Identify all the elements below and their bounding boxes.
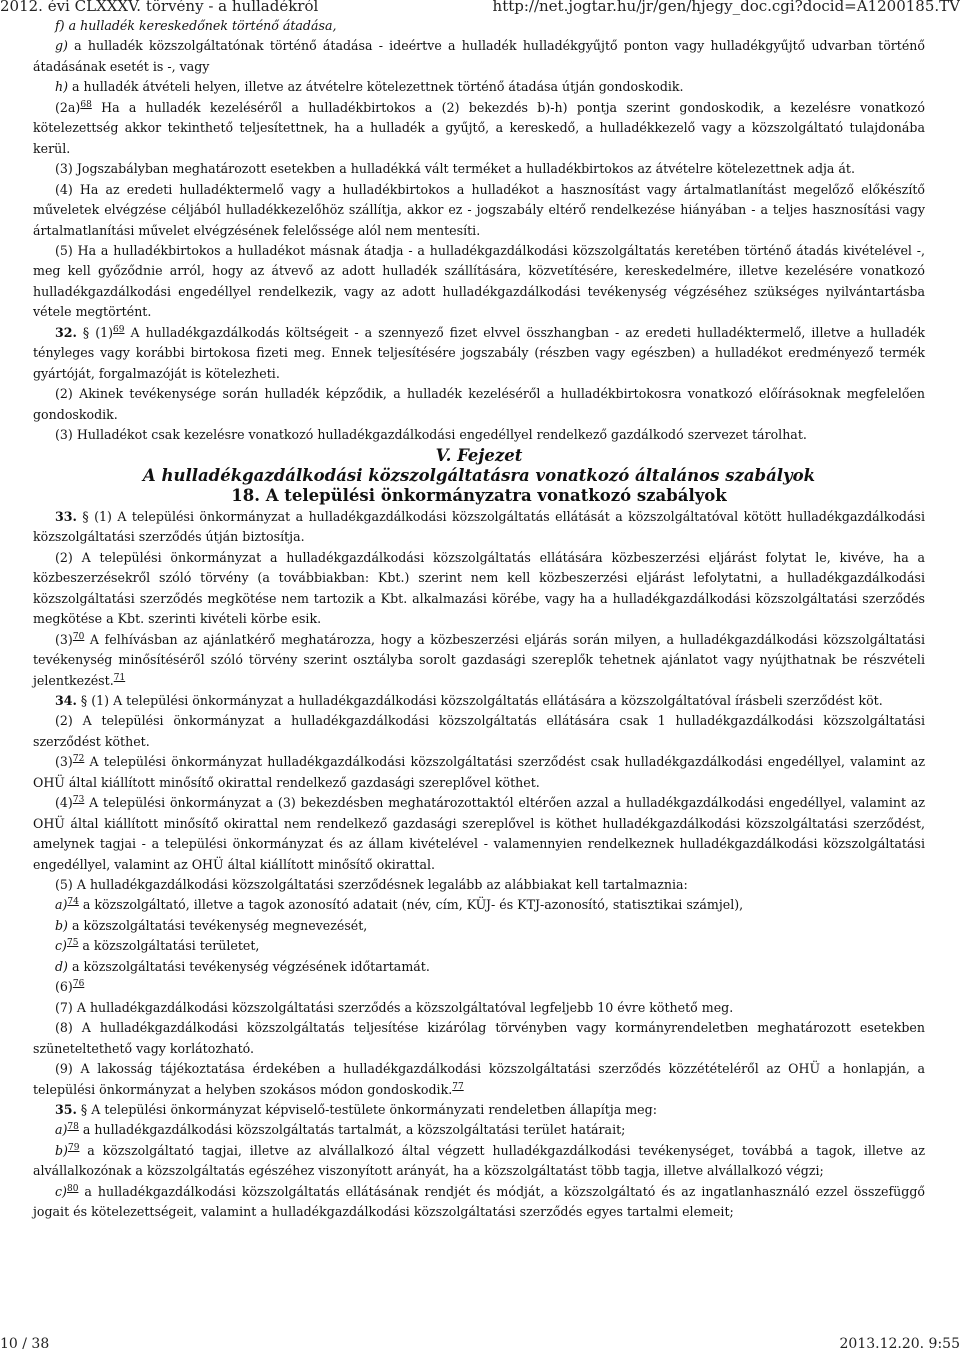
paragraph [33,793,925,875]
list-marker: c) [55,1183,67,1199]
paragraph-text: a hulladék közszolgáltatónak történő átadása - ideértve a hulladék hulladékgyűjtő ponton vagy hulladékgyűjtő udvarban történő átadásának esetét is -, vagy [33,38,925,74]
list-item [33,936,925,956]
chapter-heading: V. Fejezet [435,445,523,465]
paragraph: (3) Hulladékot csak kezelésre vonatkozó hulladékgazdálkodási engedéllyel rendelkező gazdálkodó szervezet tárolhat. [55,427,807,443]
paragraph: g) a hulladék közszolgáltatónak történő átadása - ideértve a hulladék hulladékgyűjtő ponton vagy hulladékgyűjtő udvarban történő átadásának esetét is -, vagy [33,38,925,74]
paragraph: (7) A hulladékgazdálkodási közszolgáltatási szerződés a közszolgáltatóval legfeljebb 10 évre köthető meg. [55,999,734,1015]
paragraph-text: (9) A lakosság tájékoztatása érdekében a hulladékgazdálkodási közszolgáltatási szerződés közzétételéről az OHÜ a honlapján, a települési önkormányzat a helyben szokásos módon gondoskodik. [33,1061,925,1097]
section-number: 34. [55,692,77,708]
print-timestamp: 2013.12.20. 9:55 [839,1336,960,1352]
footnote-link[interactable]: 80 [66,1183,79,1194]
list-marker: b) [55,917,68,933]
paragraph-number: (3) [55,754,73,770]
list-text: a közszolgáltató tagjai, illetve az alvállalkozó által végzett hulladékgazdálkodási tevékenységet, továbbá a tagok, illetve az alvállalkozónak a közszolgáltatás egészéhez viszonyított arányát, ha a közszolgáltatást több tagja, illetve alvállalkozó végzi; [33,1142,925,1179]
list-item [33,916,925,936]
paragraph: (2) Akinek tevékenysége során hulladék képződik, a hulladék kezeléséről a hulladékbirtokosra vonatkozó előírásoknak megfelelően gondoskodik. [33,386,925,422]
paragraph [33,691,925,711]
paragraph [33,323,925,384]
document-body [33,16,925,1223]
list-marker: h) [55,79,69,95]
paragraph-text: a hulladék átvételi helyen, illetve az átvételre kötelezettnek történő átadása útján gondoskodik. [68,79,684,95]
list-marker: d) [55,958,68,974]
section-number: 32. [55,324,77,340]
paragraph: (8) A hulladékgazdálkodási közszolgáltatás teljesítése kizárólag törvényben vagy kormányrendeletben meghatározott esetekben szüneteltethető vagy korlátozható. [33,1020,925,1056]
list-text: a közszolgáltatási tevékenység megnevezését, [67,917,368,933]
paragraph-text: A hulladékgazdálkodás költségeit - a szennyező fizet elvvel összhangban - az eredeti hulladéktermelő, illetve a hulladék tényleges vagy korábbi birtokosa fizeti meg. Ennek teljesítésére jogszabály (részben vagy egészben) a hulladékot eredményező termék gyártóját, forgalmazóját is kötelezheti. [33,324,925,381]
paragraph: (2) A települési önkormányzat a hulladékgazdálkodási közszolgáltatás ellátására csak 1 hulladékgazdálkodási közszolgáltatási szerződést köthet. [33,713,925,749]
header-title: 2012. évi CLXXXV. törvény - a hulladékról [0,0,319,15]
paragraph-number: (2a) [55,99,81,115]
section-heading: 18. A települési önkormányzatra vonatkozó szabályok [231,486,727,506]
page-header [0,0,960,16]
paragraph: (2) A települési önkormányzat a hulladékgazdálkodási közszolgáltatás ellátására közbeszerzési eljárást folytat le, kivéve, ha a közbeszerzésekről szóló törvény (a továbbiakban: Kbt.) szerint nem kell közbeszerzési eljárást lefolytatni, a hulladékgazdálkodási közszolgáltatási szerződés megkötése nem tartozik a Kbt. alkalmazási körébe, vagy ha a hulladékgazdálkodási közszolgáltatási szerződés megkötése a Kbt. szerinti kivételi körbe esik. [33,549,925,627]
list-marker: a) [55,897,68,913]
footnote-link[interactable]: 69 [113,324,125,335]
footnote-link[interactable]: 76 [72,979,85,990]
footnote-link[interactable]: 74 [67,897,79,908]
paragraph: f) a hulladék kereskedőnek történő átadása, [55,18,337,33]
paragraph-number: (3) [55,631,73,647]
footnote-link[interactable]: 77 [452,1081,464,1092]
paragraph-text: § A települési önkormányzat képviselő-testülete önkormányzati rendeletben állapítja meg: [76,1102,657,1118]
list-marker: b) [55,1142,68,1158]
list-text: a közszolgáltatási területet, [78,938,260,954]
paragraph: (5) Ha a hulladékbirtokos a hulladékot másnak átadja - a hulladékgazdálkodási közszolgáltatás keretében történő átadás kivételével -, meg kell győződnie arról, hogy az átvevő az adott hulladék szállítására, közvetítésére, kereskedelmére, illetve kezelésére vonatkozó hulladékgazdálkodási engedéllyel rendelkezik, vagy az adott hulladékgazdálkodási tevékenység végzéséhez szükséges nyilvántartásba vétele megtörtént. [33,242,925,320]
list-item [33,1141,925,1182]
footnote-link[interactable]: 75 [66,938,79,949]
paragraph-number: § (1) [76,324,114,340]
paragraph: (4) Ha az eredeti hulladéktermelő vagy a hulladékbirtokos a hulladékot a hasznosítást vagy ártalmatlanítást megelőző előkészítő műveletek elvégzése céljából hulladékkezelőhöz szállítja, akkor ez - jogszabály eltérő rendelkezése hiányában - a teljes hasznosítási vagy ártalmatlanítási művelet elvégzésének felelőssége alól nem mentesíti. [33,181,925,238]
list-text: a közszolgáltató, illetve a tagok azonosító adatait (név, cím, KÜJ- és KTJ-azonosító, statisztikai számjel), [78,897,744,913]
footnote-link[interactable]: 68 [80,99,92,110]
paragraph-number: (6) [55,979,73,995]
list-marker: a) [55,1122,68,1138]
list-marker: c) [55,938,67,954]
paragraph-text: Ha a hulladék kezeléséről a hulladékbirtokos a (2) bekezdés b)-h) pontja szerint gondoskodik, a kezelésre vonatkozó kötelezettség akkor tekinthető teljesítettnek, ha a hulladék a gyűjtő, a kereskedő, a hulladékkezelő vagy a közszolgáltató tulajdonába kerül. [33,99,925,156]
footnote-link[interactable]: 72 [72,754,85,765]
paragraph-text: § (1) A települési önkormányzat a hulladékgazdálkodási közszolgáltatás ellátását a közszolgáltatóval kötött hulladékgazdálkodási közszolgáltatási szerződés útján biztosítja. [33,508,925,545]
paragraph-text: § (1) A települési önkormányzat a hulladékgazdálkodási közszolgáltatás ellátására a közszolgáltatóval írásbeli szerződést köt. [76,692,883,708]
paragraph [33,752,925,793]
footnote-link[interactable]: 78 [67,1122,79,1133]
list-item [33,957,925,977]
section-number: 35. [55,1102,77,1118]
paragraph [33,630,925,691]
footnote-link[interactable]: 70 [72,631,85,642]
section-number: 33. [55,508,77,524]
paragraph [33,1100,925,1120]
header-url: http://net.jogtar.hu/jr/gen/hjegy_doc.cgi?docid=A1200185.TV [492,0,960,15]
paragraph: (3) Jogszabályban meghatározott esetekben a hulladékká vált terméket a hulladékbirtokos az átvételre kötelezettnek adja át. [55,161,855,177]
paragraph [33,1059,925,1100]
paragraph [33,77,925,97]
list-item [33,1182,925,1223]
page-number: 10 / 38 [0,1336,50,1352]
paragraph [33,507,925,548]
page-footer [0,1336,960,1354]
footnote-link[interactable]: 79 [67,1142,80,1153]
paragraph-text: A települési önkormányzat a (3) bekezdésben meghatározottaktól eltérően azzal a hulladékgazdálkodási engedéllyel, valamint az OHÜ által kiállított minősítő okirattal nem rendelkező gazdasági szereplővel is köthet hulladékgazdálkodási közszolgáltatási szerződést, amelynek tagjai - a települési önkormányzat és az állam kivételével - valamennyien rendelkeznek hulladékgazdálkodási közszolgáltatási engedéllyel, valamint az OHÜ által kiállított minősítő okirattal. [33,795,925,872]
chapter-title: A hulladékgazdálkodási közszolgáltatásra vonatkozó általános szabályok [142,465,816,485]
list-text: a hulladékgazdálkodási közszolgáltatás tartalmát, a közszolgáltatási terület határait; [78,1122,626,1138]
list-text: a közszolgáltatási tevékenység végzésének időtartamát. [67,958,430,974]
paragraph [33,98,925,159]
paragraph [33,977,925,997]
paragraph-text: A települési önkormányzat hulladékgazdálkodási közszolgáltatási szerződést csak hulladékgazdálkodási engedéllyel, valamint az OHÜ által kiállított minősítő okirattal rendelkező gazdasági szereplővel köthet. [33,754,925,790]
list-item [33,895,925,915]
paragraph-text: A felhívásban az ajánlatkérő meghatározza, hogy a közbeszerzési eljárás során milyen, a hulladékgazdálkodási közszolgáltatási tevékenység minősítéséről szóló törvény szerint osztályba sorolt gazdasági szereplők tehetnek ajánlatot vagy nyújthatnak be részvételi jelentkezést. [33,631,925,688]
paragraph-number: (4) [55,795,73,811]
paragraph: (5) A hulladékgazdálkodási közszolgáltatási szerződésnek legalább az alábbiakat kell tartalmaznia: [55,877,688,893]
list-item [33,1120,925,1140]
list-text: a hulladékgazdálkodási közszolgáltatás ellátásának rendjét és módját, a közszolgáltató és az ingatlanhasználó ezzel összefüggő jogait és kötelezettségeit, valamint a hulladékgazdálkodási közszolgáltatási szerződés egyes tartalmi elemeit; [33,1183,925,1220]
footnote-link[interactable]: 71 [113,672,126,683]
footnote-link[interactable]: 73 [72,795,85,806]
